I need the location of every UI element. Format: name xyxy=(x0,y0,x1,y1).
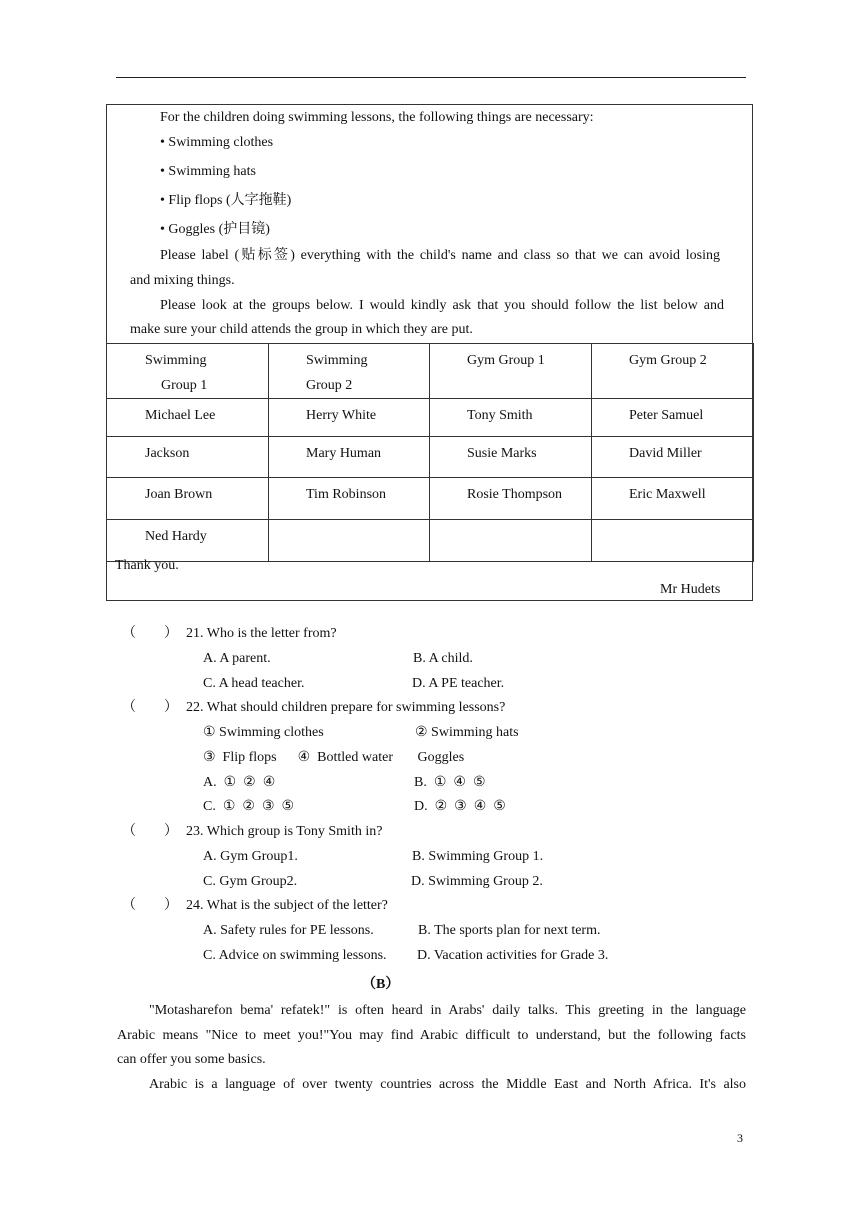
table-row xyxy=(107,399,754,437)
label-instruction-line2: and mixing things. xyxy=(130,273,235,288)
question-stem: 21. Who is the letter from? xyxy=(186,626,337,641)
option: A. Gym Group1. xyxy=(203,849,298,864)
option: D. Vacation activities for Grade 3. xyxy=(417,948,609,963)
option: A. Safety rules for PE lessons. xyxy=(203,923,374,938)
answer-bracket[interactable]: （ ） xyxy=(122,700,178,715)
table-cell: Jackson xyxy=(107,437,269,478)
table-cell: Joan Brown xyxy=(107,478,269,520)
paragraph-line: can offer you some basics. xyxy=(117,1052,266,1067)
table-cell xyxy=(430,520,592,562)
question-stem: 23. Which group is Tony Smith in? xyxy=(186,824,383,839)
paragraph-line: Arabic is a language of over twenty countries across the Middle East and North Africa. It's also xyxy=(149,1077,746,1092)
option: A. A parent. xyxy=(203,651,271,666)
table-row xyxy=(107,437,754,478)
table-header-cell: Gym Group 1 xyxy=(430,344,592,399)
list-item: • Swimming clothes xyxy=(160,135,274,150)
section-heading: （B） xyxy=(362,977,400,992)
answer-bracket[interactable]: （ ） xyxy=(122,824,178,839)
signature: Mr Hudets xyxy=(660,582,721,597)
option: D. Swimming Group 2. xyxy=(411,874,543,889)
option: C. ① ② ③ ⑤ xyxy=(203,799,295,814)
paragraph-line: "Motasharefon bema' refatek!" is often heard in Arabs' daily talks. This greeting in the language xyxy=(149,1003,746,1018)
option: C. Advice on swimming lessons. xyxy=(203,948,387,963)
table-header-cell: Gym Group 2 xyxy=(592,344,754,399)
table-cell: Tony Smith xyxy=(430,399,592,437)
table-cell: Eric Maxwell xyxy=(592,478,754,520)
choice: ③ Flip flops ④ Bottled water Goggles xyxy=(203,750,465,765)
option: D. ② ③ ④ ⑤ xyxy=(414,799,506,814)
question-stem: 22. What should children prepare for swimming lessons? xyxy=(186,700,506,715)
option: B. ① ④ ⑤ xyxy=(414,775,486,790)
groups-instruction-line2: make sure your child attends the group in which they are put. xyxy=(130,322,473,337)
choice: ① Swimming clothes xyxy=(203,725,324,740)
groups-table xyxy=(106,343,754,562)
table-header-cell: Swimming Group 1 xyxy=(107,344,269,399)
table-cell: Michael Lee xyxy=(107,399,269,437)
thanks-text: Thank you. xyxy=(115,558,179,573)
option: B. The sports plan for next term. xyxy=(418,923,601,938)
option: C. Gym Group2. xyxy=(203,874,298,889)
answer-bracket[interactable]: （ ） xyxy=(122,898,178,913)
header-rule xyxy=(116,77,746,78)
option: B. A child. xyxy=(413,651,473,666)
table-cell: Mary Human xyxy=(269,437,430,478)
list-item: • Flip flops (人字拖鞋) xyxy=(160,193,292,208)
table-cell: Susie Marks xyxy=(430,437,592,478)
label-instruction-line1: Please label (贴标签) everything with the child's name and class so that we can avoid losing xyxy=(160,248,720,263)
table-cell: Ned Hardy xyxy=(107,520,269,562)
table-cell: Tim Robinson xyxy=(269,478,430,520)
option: A. ① ② ④ xyxy=(203,775,276,790)
table-header-row xyxy=(107,344,754,399)
table-cell xyxy=(269,520,430,562)
notice-intro: For the children doing swimming lessons, the following things are necessary: xyxy=(160,110,594,125)
table-cell: Rosie Thompson xyxy=(430,478,592,520)
table-cell: Peter Samuel xyxy=(592,399,754,437)
option: D. A PE teacher. xyxy=(412,676,505,691)
groups-instruction-line1: Please look at the groups below. I would kindly ask that you should follow the list below and xyxy=(160,298,724,313)
table-header-cell: Swimming Group 2 xyxy=(269,344,430,399)
option: C. A head teacher. xyxy=(203,676,305,691)
table-cell xyxy=(592,520,754,562)
choice: ② Swimming hats xyxy=(415,725,519,740)
answer-bracket[interactable]: （ ） xyxy=(122,626,178,641)
list-item: • Swimming hats xyxy=(160,164,256,179)
table-cell: David Miller xyxy=(592,437,754,478)
table-row xyxy=(107,478,754,520)
paragraph-line: Arabic means "Nice to meet you!"You may find Arabic difficult to understand, but the following facts xyxy=(117,1028,746,1043)
table-cell: Herry White xyxy=(269,399,430,437)
question-stem: 24. What is the subject of the letter? xyxy=(186,898,388,913)
page-number: 3 xyxy=(737,1131,743,1145)
list-item: • Goggles (护目镜) xyxy=(160,222,270,237)
option: B. Swimming Group 1. xyxy=(412,849,544,864)
table-row xyxy=(107,520,754,562)
